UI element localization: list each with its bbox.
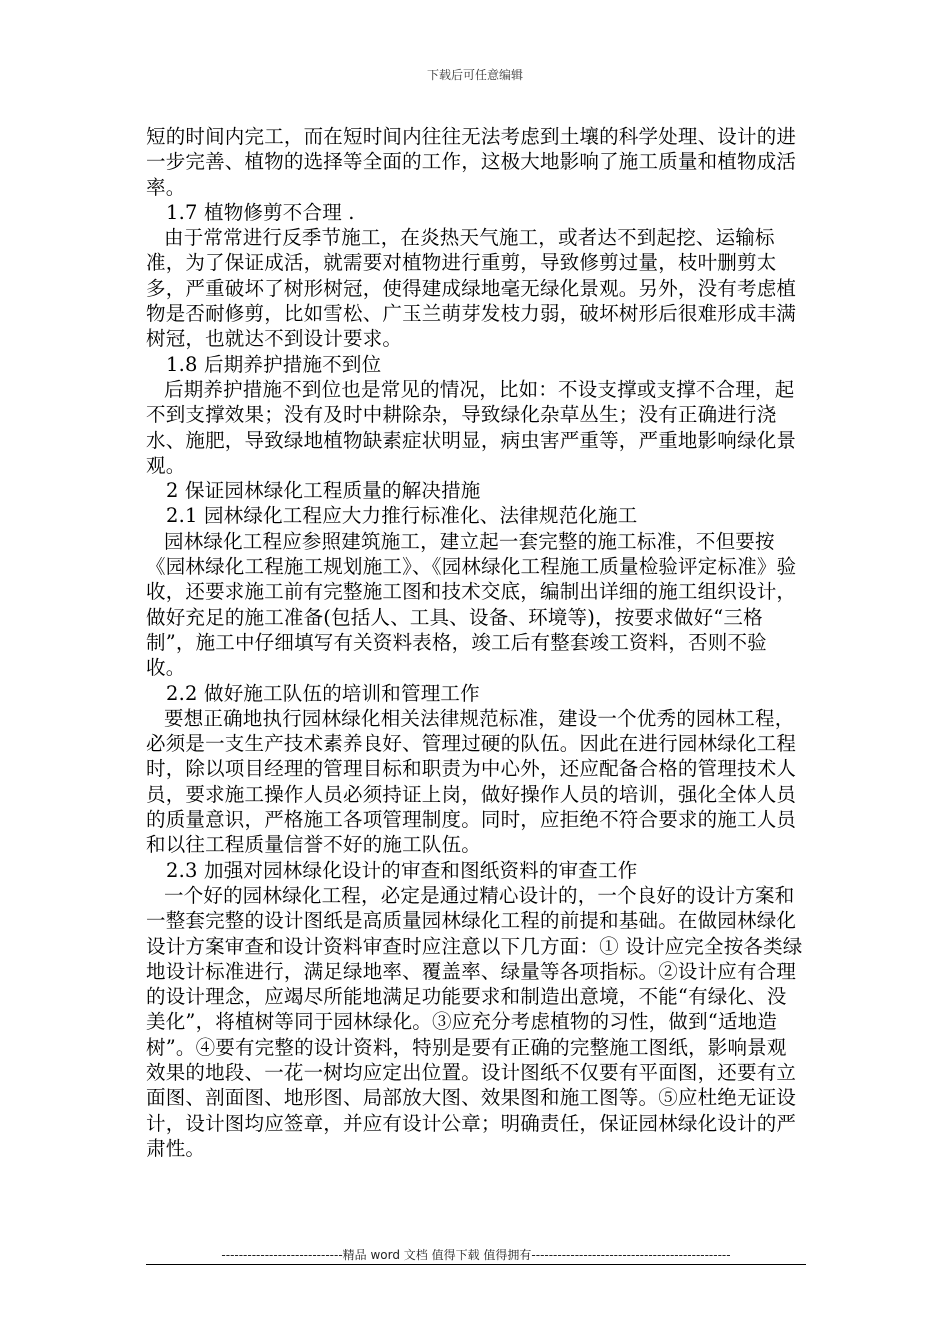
section-heading: 1.8 后期养护措施不到位 <box>166 352 382 376</box>
page-header: 下载后可任意编辑 <box>426 68 523 82</box>
section-heading: 2.3 加强对园林绿化设计的审查和图纸资料的审查工作 <box>166 858 638 882</box>
paragraph: 由于常常进行反季节施工，在炎热天气施工，或者达不到起挖、运输标准，为了保证成活，就需要对植物进行重剪，导致修剪过量，枝叶删剪太多，严重破坏了树形树冠，使得建成绿地毫无绿化景观。另外，没有考虑植物是否耐修剪，比如雪松、广玉兰萌芽发枝力弱，破坏树形后很难形成丰满树冠，也就达不到设计要求。 <box>146 226 797 351</box>
section-heading: 2.2 做好施工队伍的培训和管理工作 <box>166 681 480 705</box>
paragraph: 短的时间内完工，而在短时间内往往无法考虑到土壤的科学处理、设计的进一步完善、植物的选择等全面的工作，这极大地影响了施工质量和植物成活率。 <box>146 125 797 199</box>
page-footer: ----------------------------精品 word 文档 值得下载 值得拥有---------------------------------------------- <box>221 1248 731 1262</box>
section-heading: 1.7 植物修剪不合理 . <box>166 200 355 224</box>
footer-rule <box>146 1264 806 1265</box>
paragraph: 一个好的园林绿化工程，必定是通过精心设计的，一个良好的设计方案和一整套完整的设计图纸是高质量园林绿化工程的前提和基础。在做园林绿化设计方案审查和设计资料审查时应注意以下几方面：① 设计应完全按各类绿地设计标准进行，满足绿地率、覆盖率、绿量等各项指标。②设计应有合理的设计理念，应竭尽所能地满足功能要求和制造出意境，不能“有绿化、没美化”，将植树等同于园林绿化。③应充分考虑植物的习性，做到“适地造树”。④要有完整的设计资料，特别是要有正确的完整施工图纸，影响景观效果的地段、一花一树均应定出位置。设计图纸不仅要有平面图，还要有立面图、剖面图、地形图、局部放大图、效果图和施工图等。⑤应杜绝无证设计，设计图均应签章，并应有设计公章；明确责任，保证园林绿化设计的严肃性。 <box>146 883 803 1160</box>
section-heading: 2.1 园林绿化工程应大力推行标准化、法律规范化施工 <box>166 504 638 528</box>
document-body <box>146 124 806 1161</box>
paragraph: 后期养护措施不到位也是常见的情况，比如：不设支撑或支撑不合理，起不到支撑效果；没有及时中耕除杂，导致绿化杂草丛生；没有正确进行浇水、施肥，导致绿地植物缺素症状明显，病虫害严重等，严重地影响绿化景观。 <box>146 377 797 477</box>
section-heading: 2 保证园林绿化工程质量的解决措施 <box>166 479 481 503</box>
paragraph: 园林绿化工程应参照建筑施工，建立起一套完整的施工标准，不但要按《园林绿化工程施工规划施工》、《园林绿化工程施工质量检验评定标准》验收，还要求施工前有完整施工图和技术交底，编制出详细的施工组织设计，做好充足的施工准备(包括人、工具、设备、环境等)，按要求做好“三格制”，施工中仔细填写有关资料表格，竣工后有整套竣工资料，否则不验收。 <box>146 529 797 680</box>
paragraph: 要想正确地执行园林绿化相关法律规范标准，建设一个优秀的园林工程，必须是一支生产技术素养良好、管理过硬的队伍。因此在进行园林绿化工程时，除以项目经理的管理目标和职责为中心外，还应配备合格的管理技术人员，要求施工操作人员必须持证上岗，做好操作人员的培训，强化全体人员的质量意识，严格施工各项管理制度。同时，应拒绝不符合要求的施工人员和以往工程质量信誉不好的施工队伍。 <box>146 706 797 857</box>
